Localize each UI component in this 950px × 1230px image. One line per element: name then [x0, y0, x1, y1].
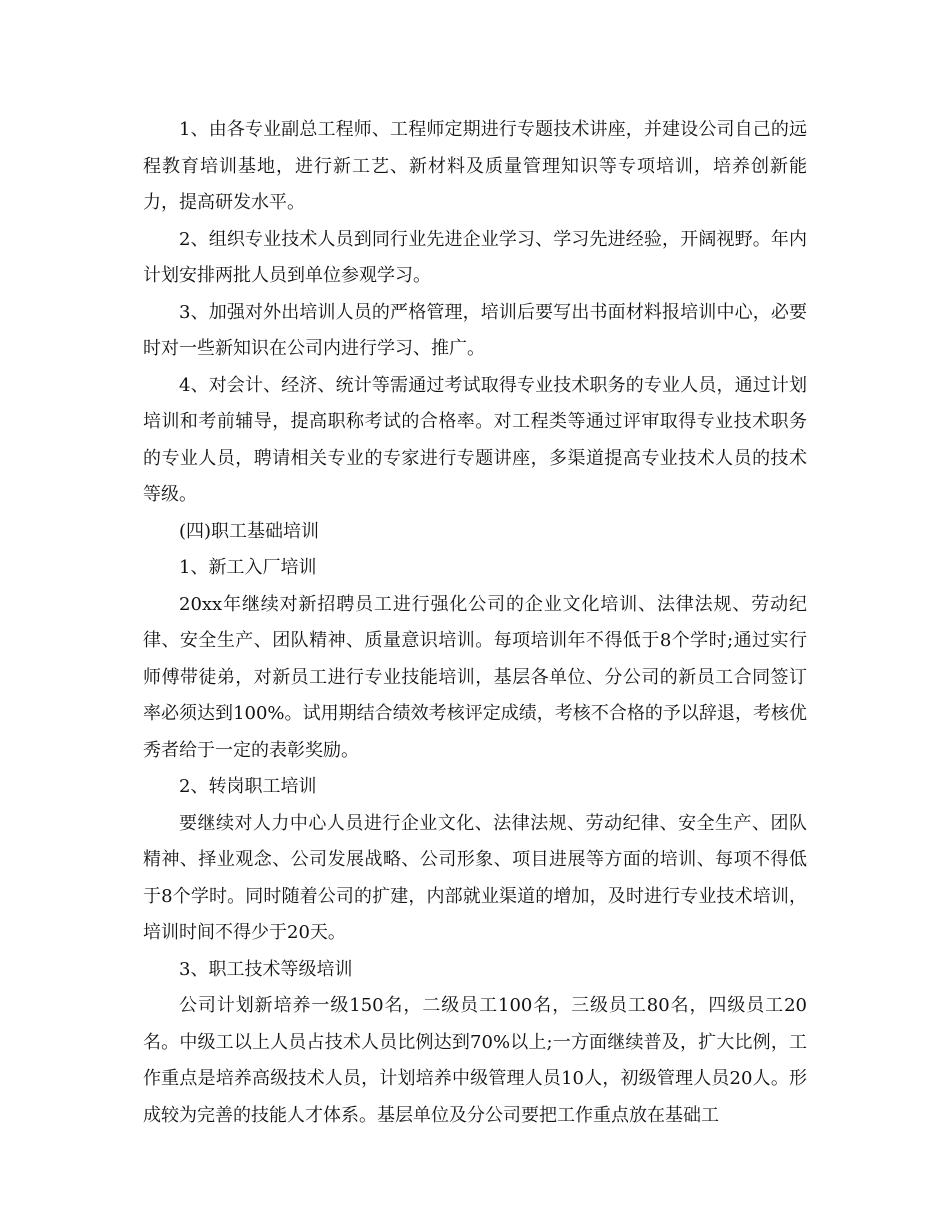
document-body [143, 112, 807, 1134]
paragraph-external-training: 3、加强对外出培训人员的严格管理，培训后要写出书面材料报培训中心，必要时对一些新知识在公司内进行学习、推广。 [143, 301, 807, 359]
paragraph-new-employee: 20xx年继续对新招聘员工进行强化公司的企业文化培训、法律法规、劳动纪律、安全生产、团队精神、质量意识培训。每项培训年不得低于8个学时;通过实行师傅带徒弟，对新员工进行专业技能培训，基层各单位、分公司的新员工合同签订率必须达到100%。试用期结合绩效考核评定成绩，考核不合格的予以辞退，考核优秀者给于一定的表彰奖励。 [143, 593, 807, 761]
subheading-new-employee: 1、新工入厂培训 [179, 557, 317, 578]
paragraph-lecture-training: 1、由各专业副总工程师、工程师定期进行专题技术讲座，并建设公司自己的远程教育培训基地，进行新工艺、新材料及质量管理知识等专项培训，培养创新能力，提高研发水平。 [143, 119, 807, 213]
paragraph-peer-study: 2、组织专业技术人员到同行业先进企业学习、学习先进经验，开阔视野。年内计划安排两批人员到单位参观学习。 [143, 228, 807, 286]
section-heading-basic-training: (四)职工基础培训 [179, 520, 320, 542]
paragraph-skill-level: 公司计划新培养一级150名，二级员工100名，三级员工80名，四级员工20名。中级工以上人员占技术人员比例达到70%以上;一方面继续普及，扩大比例，工作重点是培养高级技术人员，计划培养中级管理人员10人，初级管理人员20人。形成较为完善的技能人才体系。基层单位及分公司要把工作重点放在基础工 [143, 995, 807, 1126]
paragraph-professional-title: 4、对会计、经济、统计等需通过考试取得专业技术职务的专业人员，通过计划培训和考前辅导，提高职称考试的合格率。对工程类等通过评审取得专业技术职务的专业人员，聘请相关专业的专家进行专题讲座，多渠道提高专业技术人员的技术等级。 [143, 374, 807, 505]
paragraph-transfer-training: 要继续对人力中心人员进行企业文化、法律法规、劳动纪律、安全生产、团队精神、择业观念、公司发展战略、公司形象、项目进展等方面的培训、每项不得低于8个学时。同时随着公司的扩建，内部就业渠道的增加，及时进行专业技术培训，培训时间不得少于20天。 [143, 812, 807, 943]
subheading-skill-level: 3、职工技术等级培训 [179, 958, 353, 980]
subheading-transfer-training: 2、转岗职工培训 [179, 776, 317, 797]
